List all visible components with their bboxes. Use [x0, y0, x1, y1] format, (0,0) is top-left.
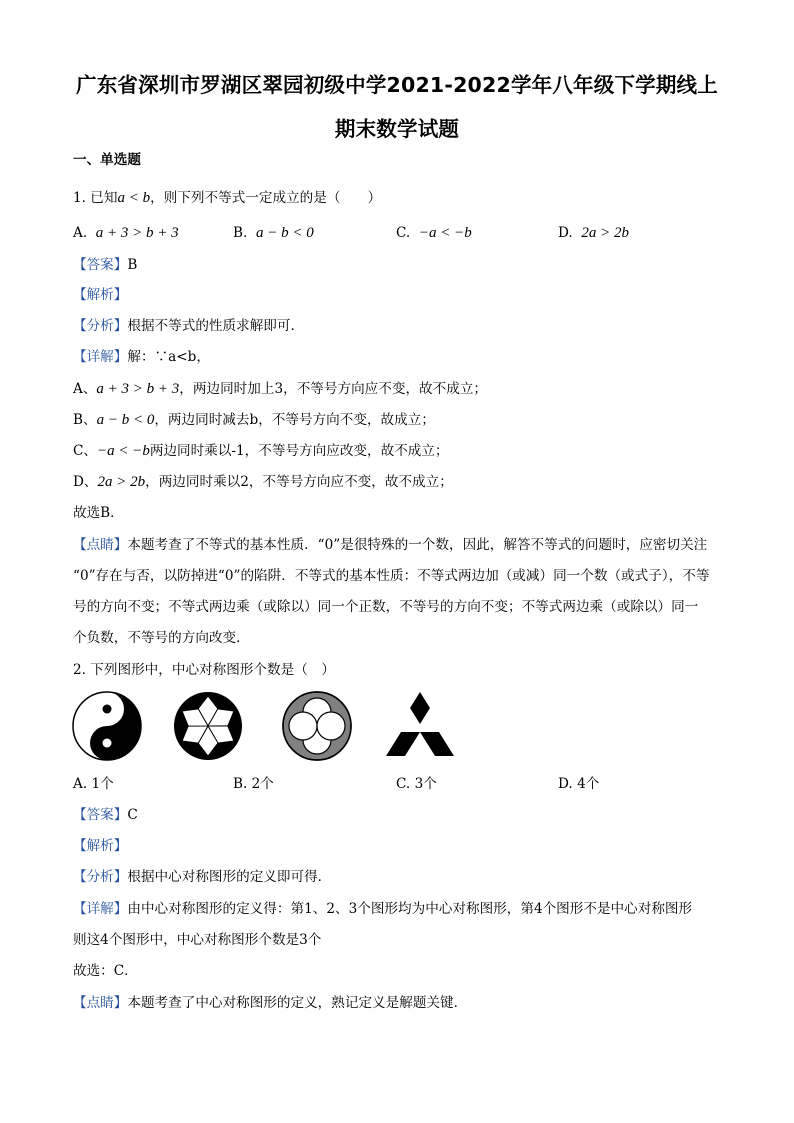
- option-letter: D.: [558, 225, 573, 241]
- option-text: 1个: [91, 776, 114, 792]
- option-letter: A.: [73, 776, 88, 792]
- answer-tag: 【答案】: [73, 257, 128, 273]
- detail-text: ，两边同时加上3，不等号方向应不变，故不成立；: [179, 381, 488, 397]
- dianjing-text: 本题考查了中心对称图形的定义，熟记定义是解题关键．: [127, 995, 468, 1011]
- fenxi-tag: 【分析】: [73, 869, 128, 885]
- option-math: 2a > 2b: [581, 225, 630, 241]
- q1-detail-line-a: [73, 379, 487, 399]
- option-text: 3个: [414, 776, 437, 792]
- detail-intro-text: 解：∵a<b，: [127, 349, 210, 365]
- q1-dianjing-line2: “0”存在与否，以防掉进“0”的陷阱．不等式的基本性质：不等式两边加（或减）同一个数（或式子），不等: [73, 568, 710, 584]
- q2-detail-line1: [73, 899, 692, 919]
- q1-stem-math: a < b: [117, 190, 151, 206]
- detail-tag: 【详解】: [73, 349, 128, 365]
- detail-text: ，两边同时减去b，不等号方向不变，故成立；: [154, 412, 435, 428]
- q2-option-c: [396, 774, 437, 794]
- option-letter: B.: [233, 225, 248, 241]
- detail-math: a − b < 0: [96, 412, 155, 428]
- q2-conclusion: 故选：C．: [73, 963, 138, 979]
- q1-conclusion: 故选B．: [73, 505, 124, 521]
- option-math: a + 3 > b + 3: [95, 225, 179, 241]
- option-text: 2个: [251, 776, 274, 792]
- q2-option-b: [233, 774, 274, 794]
- q1-detail-line-b: [73, 410, 435, 430]
- option-letter: C.: [396, 776, 411, 792]
- q1-detail-line-c: [73, 441, 449, 461]
- option-math: a − b < 0: [255, 225, 314, 241]
- q2-dianjing: [73, 993, 467, 1013]
- q1-stem: [73, 188, 381, 208]
- q2-stem: 2. 下列图形中，中心对称图形个数是（ ）: [73, 662, 335, 678]
- option-letter: A.: [73, 225, 88, 241]
- detail-prefix: B、: [73, 412, 97, 428]
- document-title-line2: 期末数学试题: [334, 117, 460, 141]
- dianjing-tag: 【点睛】: [73, 537, 128, 553]
- detail-math: −a < −b: [97, 443, 150, 459]
- detail-tag: 【详解】: [73, 901, 128, 917]
- q1-dianjing-line3: 号的方向不变；不等式两边乘（或除以）同一个正数，不等号的方向不变；不等式两边乘（或除以）同一: [73, 599, 699, 615]
- q1-stem-prefix: 1. 已知: [73, 190, 118, 206]
- option-letter: C.: [396, 225, 411, 241]
- dianjing-text: 本题考查了不等式的基本性质．“0”是很特殊的一个数，因此，解答不等式的问题时，应密切关注: [127, 537, 708, 553]
- fenxi-text: 根据不等式的性质求解即可．: [127, 318, 305, 334]
- detail-text: 两边同时乘以-1，不等号方向应改变，故不成立；: [149, 443, 449, 459]
- detail-prefix: C、: [73, 443, 97, 459]
- detail-text: ，两边同时乘以2，不等号方向应不变，故不成立；: [145, 474, 453, 490]
- q2-fenxi: [73, 867, 331, 887]
- option-text: 4个: [577, 776, 600, 792]
- hexagram-star-icon: [172, 690, 244, 762]
- fenxi-text: 根据中心对称图形的定义即可得．: [127, 869, 332, 885]
- q1-option-c: [396, 223, 472, 243]
- q1-analysis-tag: 【解析】: [73, 287, 128, 303]
- q1-fenxi: [73, 316, 304, 336]
- detail-text: 由中心对称图形的定义得：第1、2、3个图形均为中心对称图形，第4个图形不是中心对称图形: [127, 901, 693, 917]
- detail-prefix: A、: [73, 381, 97, 397]
- document-title-line1: 广东省深圳市罗湖区翠园初级中学2021-2022学年八年级下学期线上: [76, 73, 718, 97]
- q2-answer: [73, 805, 138, 825]
- q2-analysis-tag: 【解析】: [73, 838, 128, 854]
- detail-math: 2a > 2b: [97, 474, 146, 490]
- q2-option-a: [73, 774, 114, 794]
- answer-value: B: [127, 257, 138, 273]
- q2-detail-line2: 则这4个图形中，中心对称图形个数是3个: [73, 932, 322, 948]
- detail-prefix: D、: [73, 474, 98, 490]
- section-title: 一、单选题: [73, 152, 141, 168]
- yin-yang-icon: [71, 690, 143, 762]
- option-math: −a < −b: [418, 225, 472, 241]
- fenxi-tag: 【分析】: [73, 318, 128, 334]
- q1-dianjing-line4: 个负数，不等号的方向改变．: [73, 630, 250, 646]
- q1-stem-suffix: ，则下列不等式一定成立的是（ ）: [150, 190, 382, 206]
- q1-dianjing-line1: [73, 535, 707, 555]
- q1-option-b: [233, 223, 314, 243]
- q1-option-a: [73, 223, 179, 243]
- q1-option-d: [558, 223, 629, 243]
- q1-detail-line-d: [73, 472, 453, 492]
- option-letter: D.: [558, 776, 573, 792]
- answer-tag: 【答案】: [73, 807, 128, 823]
- dianjing-tag: 【点睛】: [73, 995, 128, 1011]
- four-petal-flower-icon: [281, 690, 353, 762]
- detail-math: a + 3 > b + 3: [96, 381, 180, 397]
- q1-detail-intro: [73, 347, 210, 367]
- answer-value: C: [127, 807, 138, 823]
- option-letter: B.: [233, 776, 248, 792]
- q1-answer: [73, 255, 137, 275]
- q2-option-d: [558, 774, 599, 794]
- three-diamond-icon: [384, 690, 456, 762]
